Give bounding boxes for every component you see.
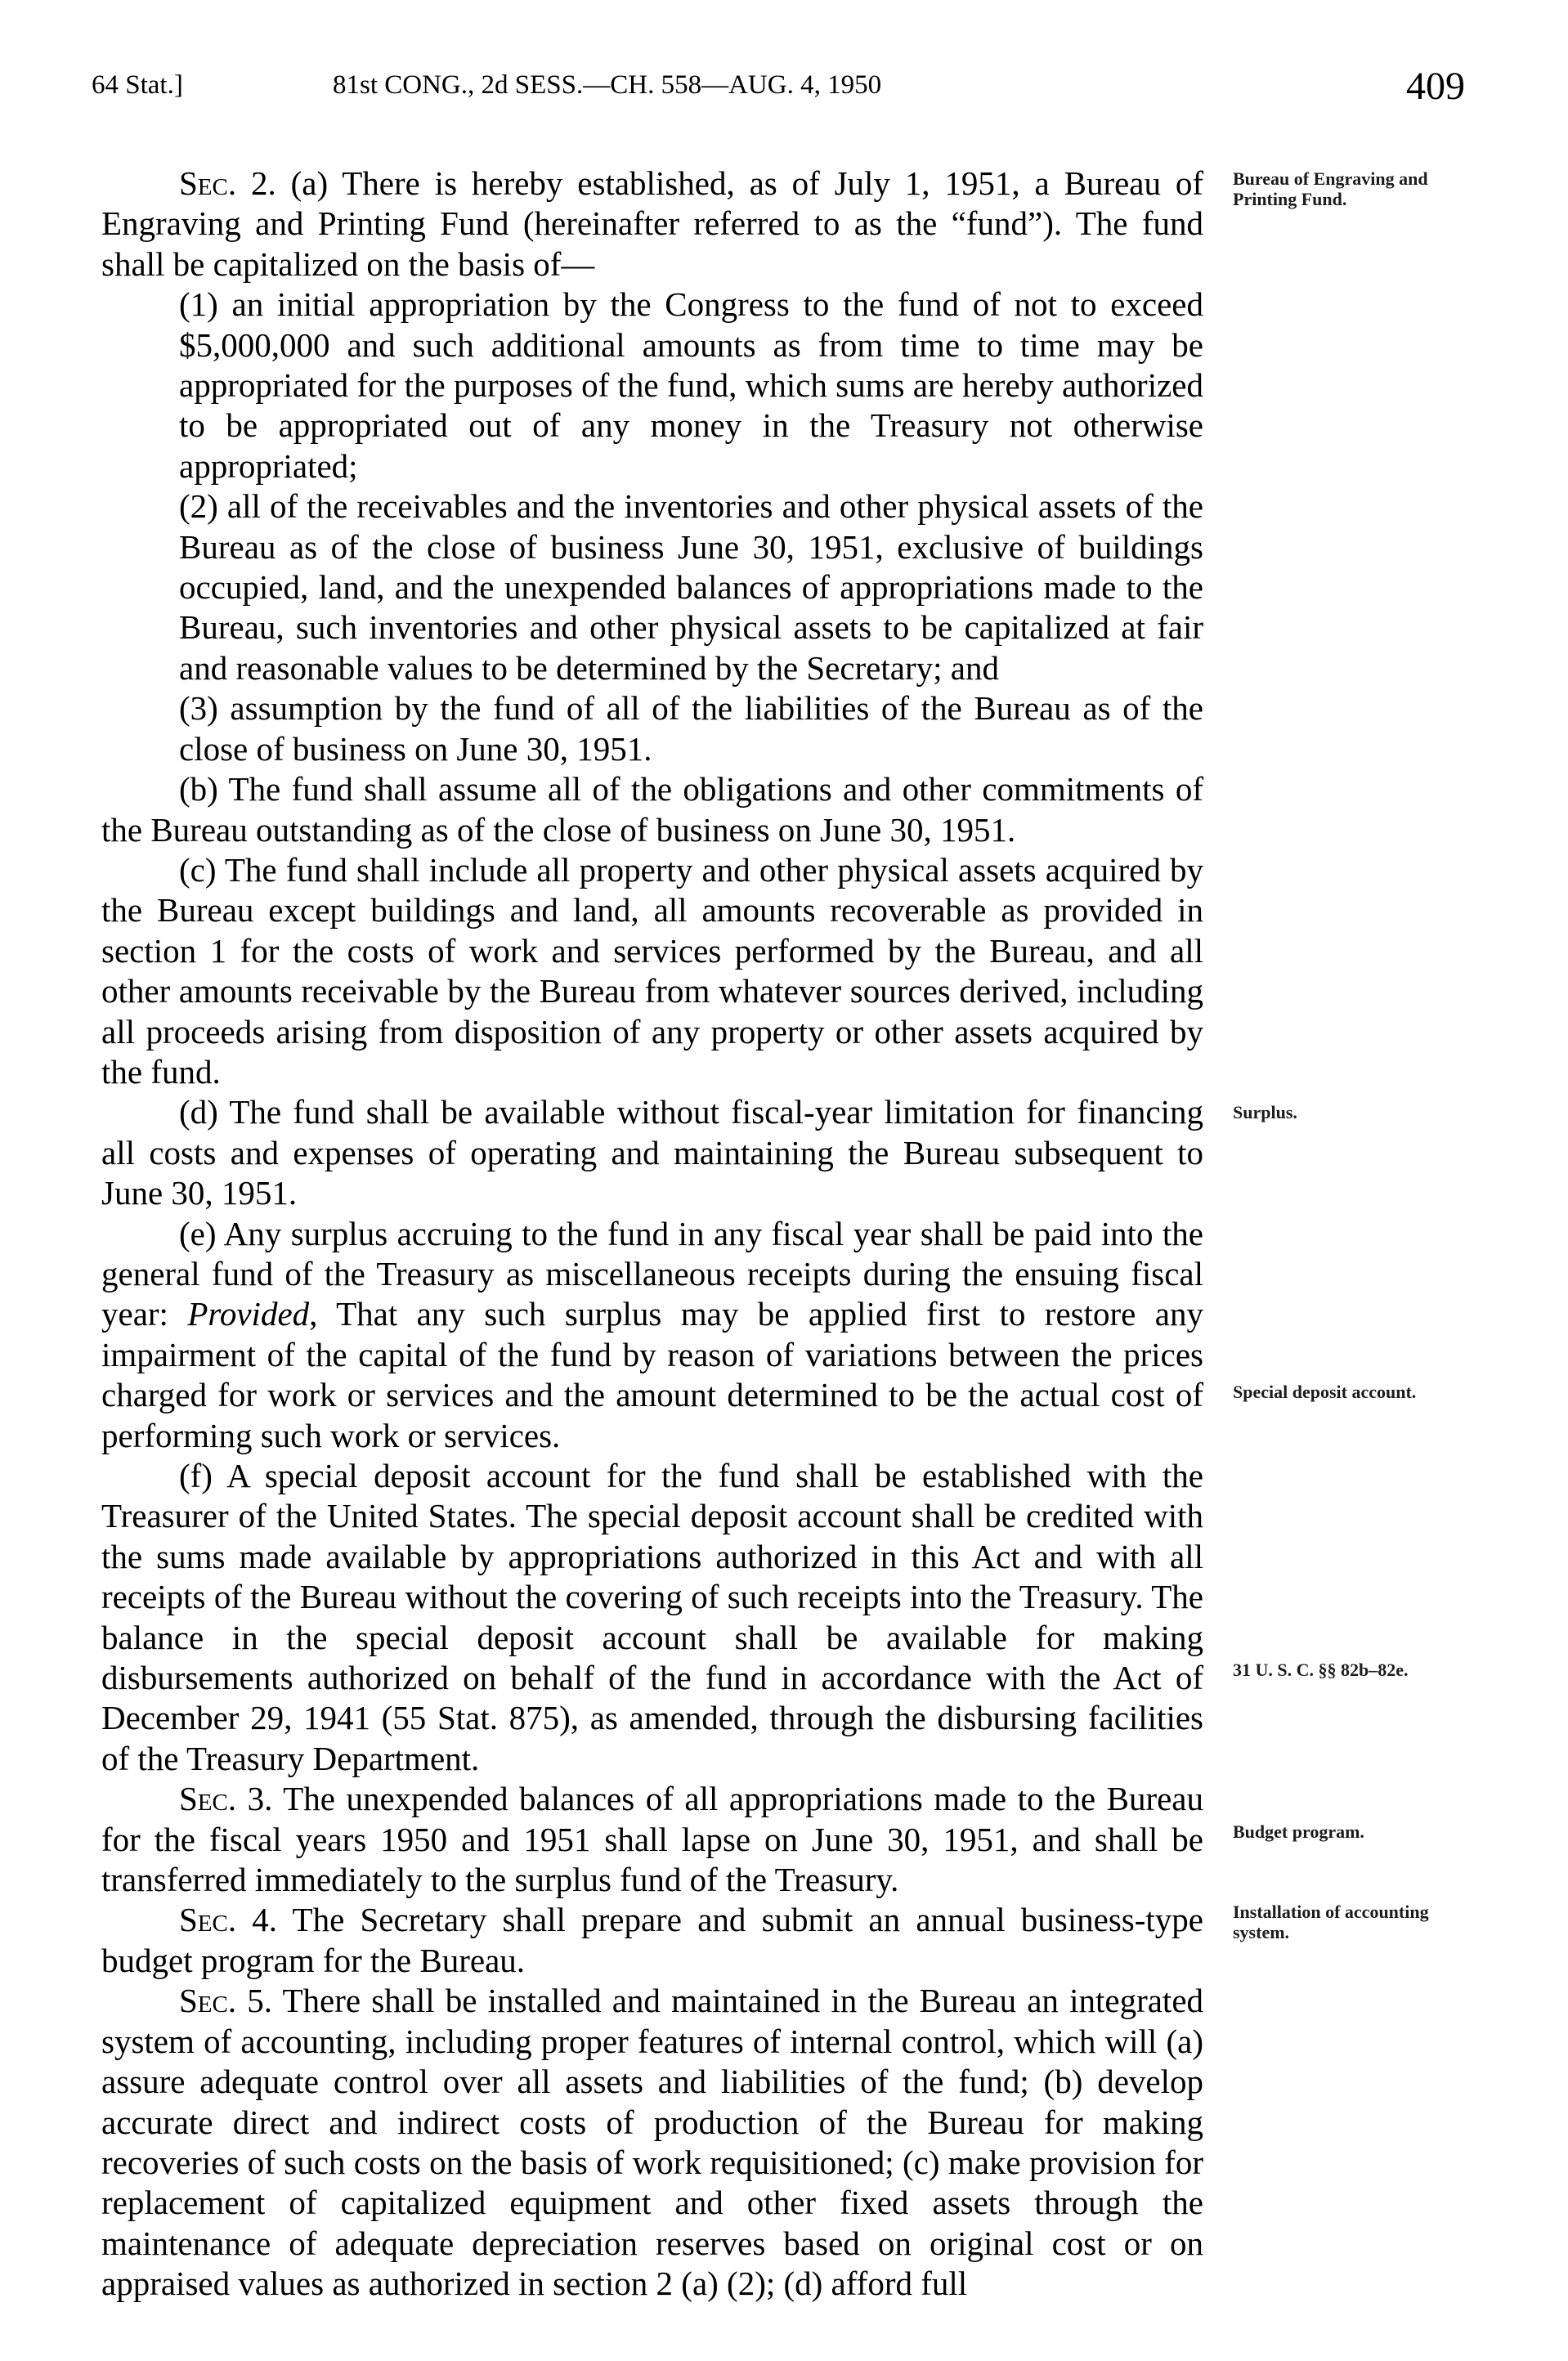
margin-note-accounting: Installation of accounting system. [1233, 1902, 1429, 1942]
clause-2a1: (1) an initial appropriation by the Congress to the fund of not to exceed $5,000,000 and such additional amounts as from time to time may be appropriated for the purposes of the fund, which sums are hereby authorized to be appropriated out of any money in the Treasury not otherwise appropriated; [179, 285, 1203, 485]
margin-note-citation: 31 U. S. C. §§ 82b–82e. [1233, 1660, 1409, 1680]
subsection-2c: (c) The fund shall include all property and other physical assets acquired by the Bureau except buildings and land, all amounts recoverable as provided in section 1 for the costs of work and services performed by the Bureau, and all other amounts receivable by the Bureau from whatever sources derived, including all proceeds arising from disposition of any property or other assets acquired by the fund. [101, 850, 1203, 1091]
subsection-text: , That any such surplus may be applied first to restore any impairment of the capital of the fund by reason of variations between the prices charged for work or services and the amount determined to be the actual cost of performing such work or services. [101, 1295, 1203, 1454]
clause-2a3: (3) assumption by the fund of all of the liabilities of the Bureau as of the close of business on June 30, 1951. [179, 689, 1203, 768]
subsection-2d: (d) The fund shall be available without fiscal-year limitation for financing all costs and expenses of operating and maintaining the Bureau subsequent to June 30, 1951. [101, 1093, 1203, 1212]
section-text: The unexpended balances of all appropriations made to the Bureau for the fiscal years 1950 and 1951 shall lapse on June 30, 1951, and shall be transferred immediately to the surplus fund of the Treasury. [101, 1780, 1204, 1899]
section-label: Sec. 3. [179, 1780, 273, 1818]
section-text: There shall be installed and maintained in the Bureau an integrated system of accounting, including proper features of internal control, which will (a) assure adequate control over all assets and liabilities of the fund; (b) develop accurate direct and indirect costs of production of the Bureau for making recoveries of such costs on the basis of work requisitioned; (c) make provision for replacement of capitalized equipment and other fixed assets through the maintenance of adequate depreciation reserves based on original cost or on appraised values as authorized in section 2 (a) (2); (d) afford full [101, 1982, 1204, 2303]
statute-volume: 64 Stat.] [92, 70, 183, 100]
margin-note-budget: Budget program. [1233, 1821, 1364, 1842]
running-head [92, 65, 1465, 119]
subsection-2b: (b) The fund shall assume all of the obligations and other commitments of the Bureau outstanding as of the close of business on June 30, 1951. [101, 770, 1203, 849]
section-2a [101, 164, 1203, 284]
margin-note-surplus: Surplus. [1233, 1102, 1297, 1122]
statute-text [101, 164, 1203, 2305]
margin-note-deposit: Special deposit account. [1233, 1382, 1417, 1402]
session-chapter-date: 81st CONG., 2d SESS.—CH. 558—AUG. 4, 1950 [333, 70, 882, 100]
section-label: Sec. 2. [179, 164, 276, 202]
subsection-2f: (f) A special deposit account for the fund shall be established with the Treasurer of the United States. The special deposit account shall be credited with the sums made available by appropriations authorized in this Act and with all receipts of the Bureau without the covering of such receipts into the Treasury. The balance in the special deposit account shall be available for making disbursements authorized on behalf of the fund in accordance with the Act of December 29, 1941 (55 Stat. 875), as amended, through the disbursing facilities of the Treasury Department. [101, 1457, 1203, 1777]
section-label: Sec. 4. [179, 1901, 278, 1939]
section-3 [101, 1779, 1203, 1900]
section-label: Sec. 5. [179, 1982, 273, 2020]
section-4 [101, 1900, 1203, 1981]
proviso-word: Provided [187, 1295, 310, 1333]
subsection-text: (e) Any surplus accruing to the fund in any fiscal year shall be paid into the general fund of the Treasury as miscellaneous receipts during the ensuing fiscal year: [101, 1214, 1203, 1333]
subsection-2e [101, 1214, 1203, 1456]
margin-note-fund: Bureau of Engraving and Printing Fund. [1233, 168, 1428, 209]
section-text: The Secretary shall prepare and submit an annual business-type budget program for the Bureau. [101, 1901, 1203, 1979]
page-number: 409 [1406, 65, 1465, 108]
section-5 [101, 1981, 1203, 2304]
clause-2a2: (2) all of the receivables and the inventories and other physical assets of the Bureau as of the close of business June 30, 1951, exclusive of buildings occupied, land, and the unexpended balances of appropriations made to the Bureau, such inventories and other physical assets to be capitalized at fair and reasonable values to be determined by the Secretary; and [179, 487, 1203, 687]
section-text: (a) There is hereby established, as of July 1, 1951, a Bureau of Engraving and Printing Fund (hereinafter referred to as the “fund”). The fund shall be capitalized on the basis of— [101, 164, 1204, 283]
